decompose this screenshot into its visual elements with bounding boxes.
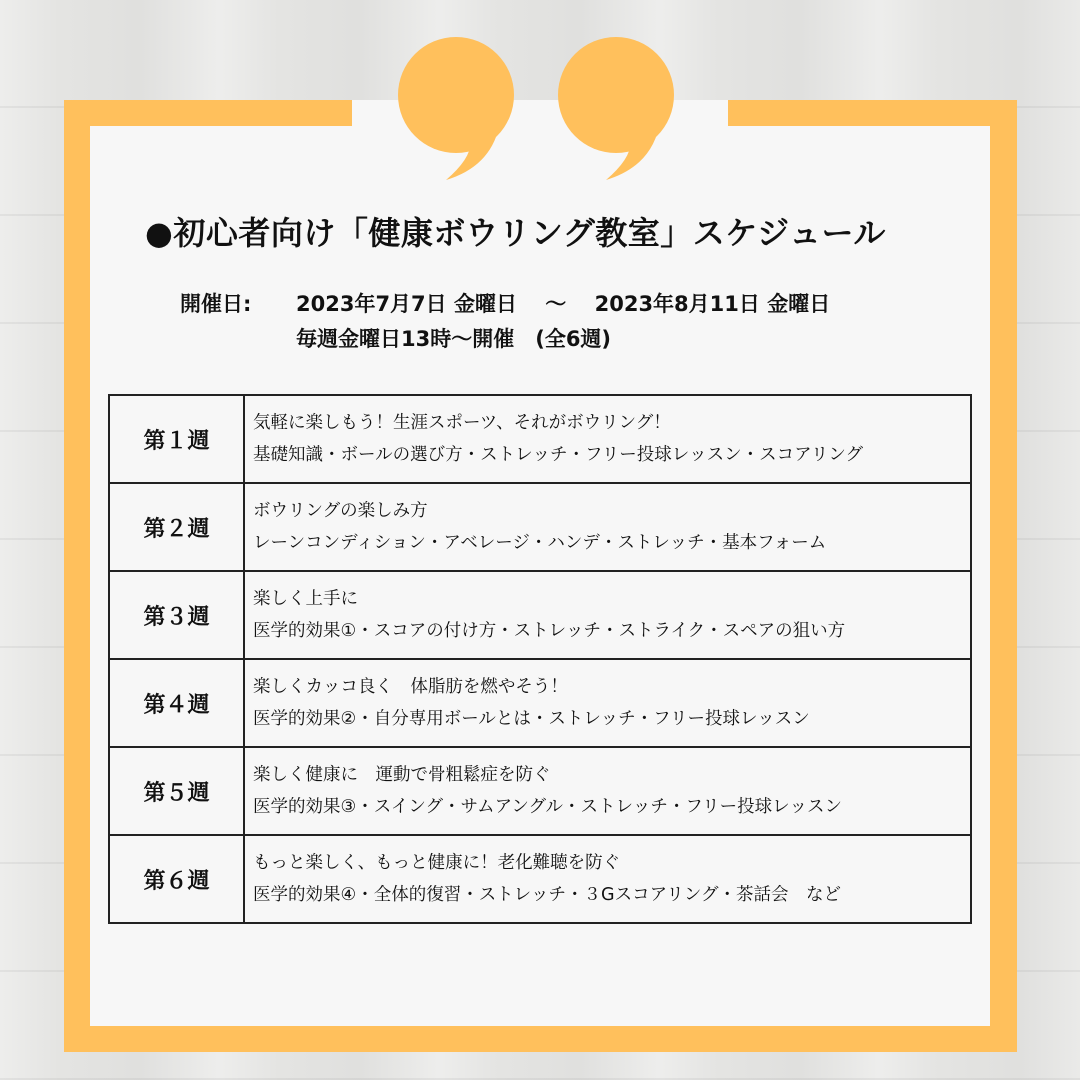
schedule-frequency: 毎週金曜日13時〜開催 (全6週) [296, 327, 612, 351]
week-theme: 楽しく上手に [253, 589, 358, 609]
week-content [244, 659, 971, 747]
table-row [109, 835, 971, 923]
table-row [109, 395, 971, 483]
week-theme: ボウリングの楽しみ方 [253, 501, 428, 521]
week-theme: 気軽に楽しもう！生涯スポーツ、それがボウリング！ [253, 413, 671, 433]
schedule-table [108, 394, 972, 924]
week-label: 第３週 [109, 571, 244, 659]
week-label: 第６週 [109, 835, 244, 923]
week-label: 第２週 [109, 483, 244, 571]
week-topics: 医学的効果③・スイング・サムアングル・ストレッチ・フリー投球レッスン [253, 797, 842, 817]
week-content [244, 395, 971, 483]
week-label: 第４週 [109, 659, 244, 747]
week-label: 第５週 [109, 747, 244, 835]
quotation-mark-icon [556, 20, 706, 190]
table-row [109, 659, 971, 747]
week-theme: 楽しく健康に 運動で骨粗鬆症を防ぐ [253, 765, 551, 785]
week-content [244, 835, 971, 923]
week-topics: 医学的効果①・スコアの付け方・ストレッチ・ストライク・スペアの狙い方 [253, 621, 846, 641]
week-content [244, 483, 971, 571]
week-content [244, 747, 971, 835]
schedule-period-row [180, 287, 830, 322]
schedule-label: 開催日: [180, 292, 252, 316]
table-row [109, 747, 971, 835]
quotation-mark-icon [396, 20, 546, 190]
week-label: 第１週 [109, 395, 244, 483]
page-title: ●初心者向け「健康ボウリング教室」スケジュール [145, 214, 886, 252]
week-theme: 楽しくカッコ良く 体脂肪を燃やそう！ [253, 677, 568, 697]
week-topics: レーンコンディション・アベレージ・ハンデ・ストレッチ・基本フォーム [253, 533, 827, 553]
week-topics: 医学的効果④・全体的復習・ストレッチ・３Gスコアリング・茶話会 など [253, 885, 842, 905]
schedule-period: 2023年7月7日 金曜日 〜 2023年8月11日 金曜日 [296, 292, 831, 316]
schedule-info [180, 287, 830, 357]
table-row [109, 571, 971, 659]
week-theme: もっと楽しく、もっと健康に！老化難聴を防ぐ [253, 853, 621, 873]
week-topics: 医学的効果②・自分専用ボールとは・ストレッチ・フリー投球レッスン [253, 709, 810, 729]
table-row [109, 483, 971, 571]
week-content [244, 571, 971, 659]
week-topics: 基礎知識・ボールの選び方・ストレッチ・フリー投球レッスン・スコアリング [253, 445, 864, 465]
